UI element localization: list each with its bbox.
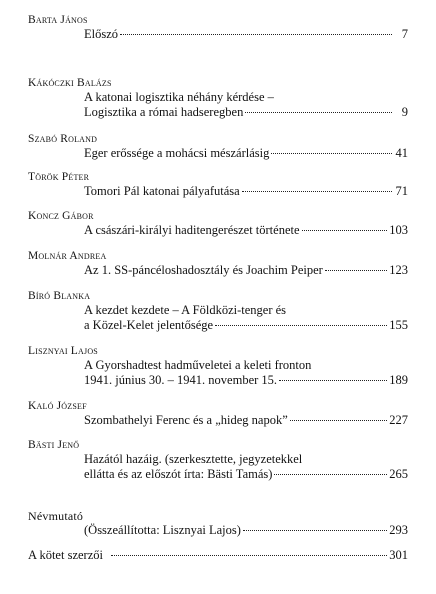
author-name: Lisznyai Lajos bbox=[28, 345, 98, 357]
author-name: Kákóczki Balázs bbox=[28, 77, 112, 89]
toc-entry-authors bbox=[28, 548, 408, 563]
leader-dots bbox=[290, 420, 388, 421]
chapter-title: A császári-királyi haditengerészet története bbox=[84, 223, 300, 237]
leader-dots bbox=[243, 530, 387, 531]
toc-line bbox=[84, 523, 408, 538]
toc-line bbox=[84, 373, 408, 388]
author-name: Bästi Jenő bbox=[28, 439, 80, 451]
author-name: Koncz Gábor bbox=[28, 210, 94, 222]
page-number: 103 bbox=[389, 223, 408, 237]
leader-dots bbox=[302, 230, 388, 231]
toc-line bbox=[84, 223, 408, 238]
page-number: 155 bbox=[389, 318, 408, 332]
chapter-title: A kötet szerzői bbox=[28, 548, 103, 562]
chapter-title: Előszó bbox=[84, 27, 119, 41]
toc-line bbox=[84, 318, 408, 333]
toc-entry-biro bbox=[28, 289, 408, 333]
toc-entry-torok bbox=[28, 170, 408, 199]
page-number: 9 bbox=[401, 105, 408, 119]
toc-line bbox=[84, 184, 408, 199]
toc-entry-koncz bbox=[28, 209, 408, 238]
toc-entry-index bbox=[28, 509, 408, 538]
toc-entry-lisznyai bbox=[28, 344, 408, 388]
toc-line bbox=[84, 90, 408, 105]
chapter-title: Eger erőssége a mohácsi mészárlásig bbox=[84, 146, 270, 160]
page-number: 71 bbox=[395, 184, 408, 198]
toc-line bbox=[84, 358, 408, 373]
chapter-title: a Közel-Kelet jelentősége bbox=[84, 318, 214, 332]
page-number: 41 bbox=[395, 146, 408, 160]
leader-dots bbox=[279, 380, 387, 381]
page-number: 265 bbox=[389, 467, 408, 481]
toc-line bbox=[84, 263, 408, 278]
author-name: Barta János bbox=[28, 14, 88, 26]
toc-entry-molnar bbox=[28, 249, 408, 278]
toc-line bbox=[84, 452, 408, 467]
author-name: Kaló József bbox=[28, 400, 87, 412]
author-name: Molnár Andrea bbox=[28, 250, 107, 262]
chapter-title: (Összeállította: Lisznyai Lajos) bbox=[84, 523, 241, 537]
author-name: Szabó Roland bbox=[28, 133, 98, 145]
chapter-title: Az 1. SS-páncéloshadosztály és Joachim Peiper bbox=[84, 263, 323, 277]
page-number: 123 bbox=[389, 263, 408, 277]
toc-entry-kalo bbox=[28, 399, 408, 428]
toc-entry-barta bbox=[28, 13, 408, 42]
chapter-title: A kezdet kezdete – A Földközi-tenger és bbox=[84, 303, 287, 317]
page-number: 189 bbox=[389, 373, 408, 387]
leader-dots bbox=[325, 270, 387, 271]
author-name: Bíró Blanka bbox=[28, 290, 91, 302]
leader-dots bbox=[274, 474, 387, 475]
page-number: 7 bbox=[401, 27, 408, 41]
page-number: 227 bbox=[389, 413, 408, 427]
leader-dots bbox=[111, 555, 387, 556]
author-name: Török Péter bbox=[28, 171, 90, 183]
toc-line bbox=[84, 146, 408, 161]
chapter-title: 1941. június 30. – 1941. november 15. bbox=[84, 373, 278, 387]
chapter-title: A katonai logisztika néhány kérdése – bbox=[84, 90, 274, 104]
toc-line bbox=[84, 105, 408, 120]
section-heading: Névmutató bbox=[28, 509, 84, 523]
toc-line bbox=[84, 303, 408, 318]
leader-dots bbox=[120, 34, 392, 35]
leader-dots bbox=[271, 153, 392, 154]
toc-entry-kakoczki bbox=[28, 76, 408, 120]
toc-line bbox=[28, 548, 408, 563]
leader-dots bbox=[245, 112, 392, 113]
toc-line bbox=[84, 413, 408, 428]
leader-dots bbox=[215, 325, 387, 326]
toc-entry-basti bbox=[28, 438, 408, 482]
chapter-title: Hazától hazáig. (szerkesztette, jegyzetekkel bbox=[84, 452, 303, 466]
toc-line bbox=[84, 27, 408, 42]
chapter-title: A Gyorshadtest hadműveletei a keleti fronton bbox=[84, 358, 312, 372]
chapter-title: Logisztika a római hadseregben bbox=[84, 105, 244, 119]
page-number: 293 bbox=[389, 523, 408, 537]
toc-entry-szabo bbox=[28, 132, 408, 161]
chapter-title: ellátta és az előszót írta: Bästi Tamás) bbox=[84, 467, 273, 481]
chapter-title: Szombathelyi Ferenc és a „hideg napok” bbox=[84, 413, 288, 427]
chapter-title: Tomori Pál katonai pályafutása bbox=[84, 184, 240, 198]
leader-dots bbox=[242, 191, 392, 192]
page-number: 301 bbox=[389, 548, 408, 562]
toc-line bbox=[84, 467, 408, 482]
